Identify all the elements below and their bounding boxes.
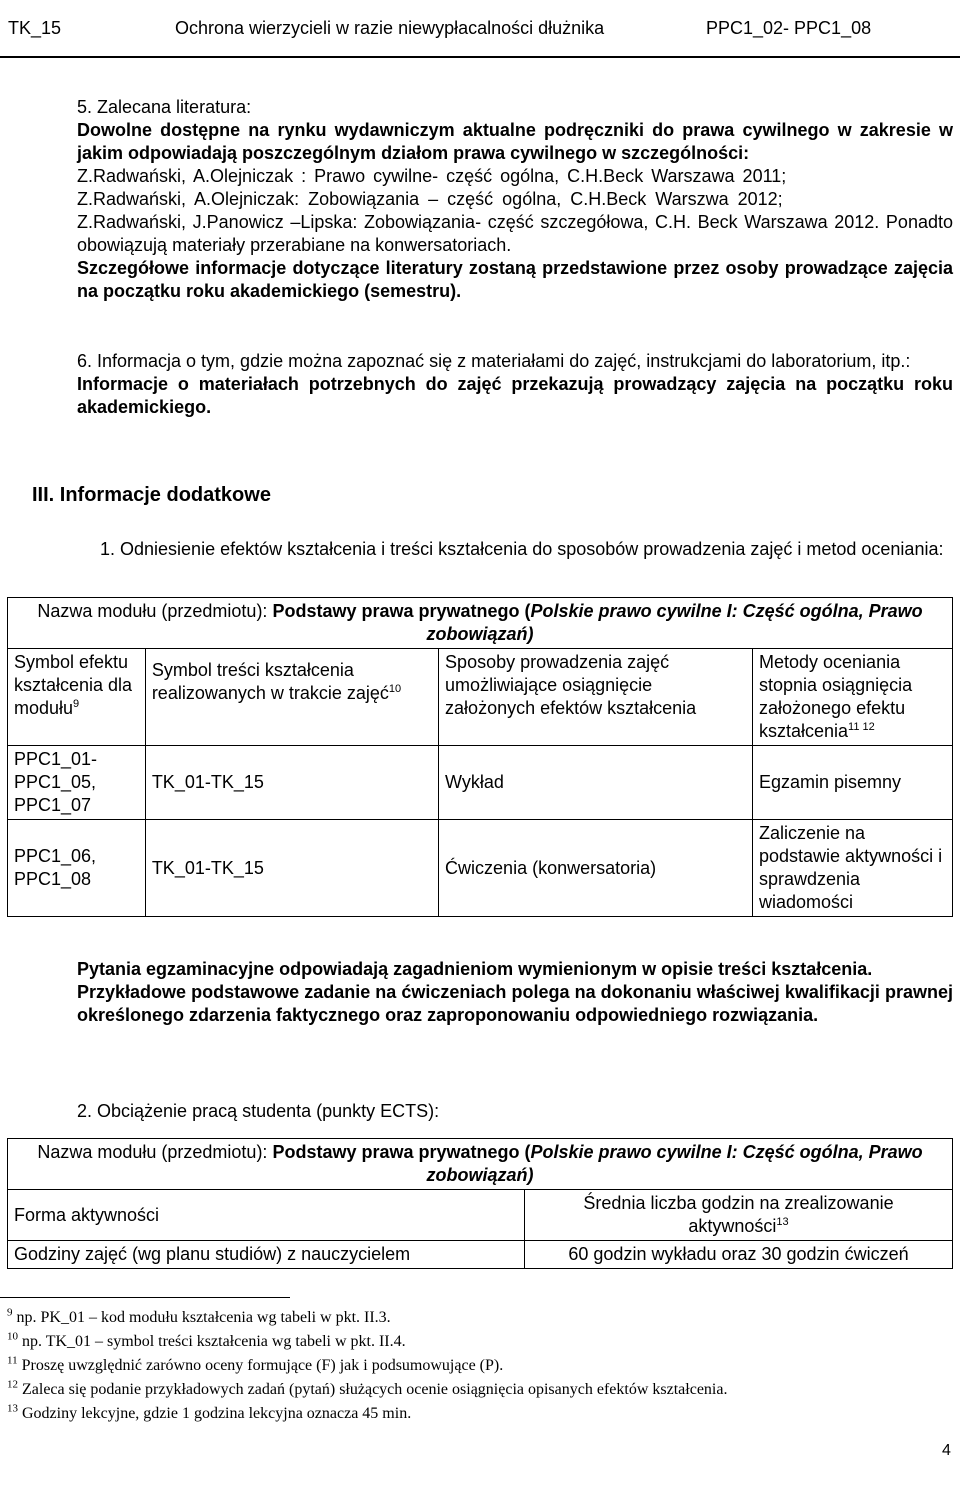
cell-method: Ćwiczenia (konwersatoria)	[439, 820, 753, 917]
col-header-content: Symbol treści kształcenia realizowanych w trakcie zajęć$^{10}$	[145, 649, 438, 746]
table-row	[8, 746, 953, 820]
cell-symbol: PPC1_06, PPC1_08	[8, 820, 146, 917]
cell-content: TK_01-TK_15	[145, 746, 438, 820]
literature-item-3: Z.Radwański, J.Panowicz –Lipska: Zobowiązania- część szczegółowa, C.H. Beck Warszawa 2012. Ponadto obowiązują materiały przerabiane na konwersatoriach.	[77, 212, 953, 255]
cell-activity: Godziny zajęć (wg planu studiów) z nauczycielem	[8, 1241, 525, 1269]
cell-content: TK_01-TK_15	[145, 820, 438, 917]
literature-item-1: Z.Radwański, A.Olejniczak : Prawo cywilne- część ogólna, C.H.Beck Warszawa 2011;	[77, 166, 787, 186]
info-text: Informacje o materiałach potrzebnych do zajęć przekazują prowadzący zajęcia na początku roku akademickiego.	[77, 374, 953, 417]
cell-hours: 60 godzin wykładu oraz 30 godzin ćwiczeń	[525, 1241, 953, 1269]
col-header-assessment: Metody oceniania stopnia osiągnięcia założonego efektu kształcenia$^{11 12}$	[753, 649, 953, 746]
header-code: TK_15	[8, 18, 62, 38]
col-header-method: Sposoby prowadzenia zajęć umożliwiające osiągnięcie założonych efektów kształcenia	[439, 649, 753, 746]
cell-symbol: PPC1_01- PPC1_05, PPC1_07	[8, 746, 146, 820]
header-title: Ochrona wierzycieli w razie niewypłacalności dłużnika	[175, 18, 605, 38]
section-iii-heading: III. Informacje dodatkowe	[32, 484, 271, 506]
workload-table	[7, 1138, 953, 1269]
header-ref: PPC1_02- PPC1_08	[706, 18, 872, 38]
effects-table-caption: Nazwa modułu (przedmiotu): Podstawy prawa prywatnego (Polskie prawo cywilne I: Część ogólna, Prawo zobowiązań)	[8, 598, 953, 649]
info-heading: 6. Informacja o tym, gdzie można zapoznać się z materiałami do zajęć, instrukcjami do laboratorium, itp.:	[77, 351, 911, 371]
notes-p2: Przykładowe podstawowe zadanie na ćwiczeniach polega na dokonaniu właściwej kwalifikacji prawnej określonego zdarzenia faktycznego oraz zaproponowaniu odpowiedniego rozwiązania.	[77, 982, 953, 1025]
footnote-12: $^{12}$ Zaleca się podanie przykładowych zadań (pytań) służących ocenie osiągnięcia opisanych efektów kształcenia.	[7, 1378, 728, 1398]
col-header-hours: Średnia liczba godzin na zrealizowanie aktywności$^{13}$	[525, 1190, 953, 1241]
footnote-divider	[0, 1297, 290, 1298]
footnote-13: $^{13}$ Godziny lekcyjne, gdzie 1 godzina lekcyjna oznacza 45 min.	[7, 1402, 412, 1422]
workload-table-caption: Nazwa modułu (przedmiotu): Podstawy prawa prywatnego (Polskie prawo cywilne I: Część ogólna, Prawo zobowiązań)	[8, 1139, 953, 1190]
page-header	[0, 0, 960, 58]
footnote-11: $^{11}$ Proszę uwzględnić zarówno oceny formujące (F) jak i podsumowujące (P).	[7, 1354, 504, 1374]
table-row	[8, 1241, 953, 1269]
item-2-heading: 2. Obciążenie pracą studenta (punkty ECTS):	[77, 1101, 440, 1121]
notes-p1: Pytania egzaminacyjne odpowiadają zagadnieniom wymienionym w opisie treści kształcenia.	[77, 959, 873, 979]
footnote-9: $^9$ np. PK_01 – kod modułu kształcenia wg tabeli w pkt. II.3.	[7, 1306, 391, 1326]
info-section	[77, 350, 953, 419]
footnote-10: $^{10}$ np. TK_01 – symbol treści kształcenia wg tabeli w pkt. II.4.	[7, 1330, 406, 1350]
cell-assessment: Egzamin pisemny	[753, 746, 953, 820]
item-1-heading: 1. Odniesienie efektów kształcenia i treści kształcenia do sposobów prowadzenia zajęć i metod oceniania:	[100, 539, 944, 559]
literature-intro: Dowolne dostępne na rynku wydawniczym aktualne podręczniki do prawa cywilnego w zakresie w jakim odpowiadają poszczególnym działom prawa cywilnego w szczególności:	[77, 120, 953, 163]
literature-note: Szczegółowe informacje dotyczące literatury zostaną przedstawione przez osoby prowadzące zajęcia na początku roku akademickiego (semestru).	[77, 258, 953, 301]
cell-method: Wykład	[439, 746, 753, 820]
table-row	[8, 820, 953, 917]
literature-heading: 5. Zalecana literatura:	[77, 97, 252, 117]
col-header-symbol: Symbol efektu kształcenia dla modułu$^9$	[8, 649, 146, 746]
effects-table-header-row	[8, 649, 953, 746]
literature-item-2: Z.Radwański, A.Olejniczak: Zobowiązania – część ogólna, C.H.Beck Warszwa 2012;	[77, 189, 783, 209]
cell-assessment: Zaliczenie na podstawie aktywności i sprawdzenia wiadomości	[753, 820, 953, 917]
effects-table	[7, 597, 953, 917]
page-number: 4	[942, 1442, 951, 1459]
notes-section	[77, 958, 953, 1027]
literature-section	[77, 96, 953, 303]
col-header-activity: Forma aktywności	[8, 1190, 525, 1241]
